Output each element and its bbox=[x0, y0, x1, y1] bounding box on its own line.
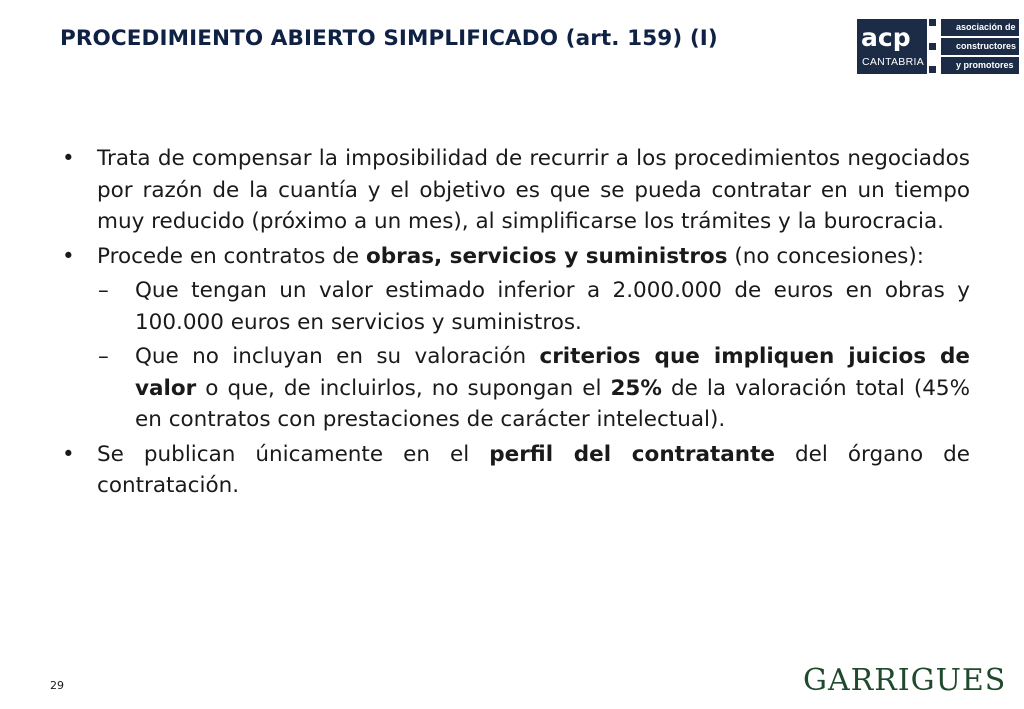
logo-main-block bbox=[857, 19, 927, 74]
logo-square bbox=[929, 43, 936, 50]
sub-bullet-text: Que tengan un valor estimado inferior a 2.000.000 de euros en obras y 100.000 euros en servicios y suministros. bbox=[135, 278, 970, 335]
logo-square bbox=[929, 19, 936, 26]
bullet-marker: • bbox=[62, 243, 75, 269]
bold-text: obras, servicios y suministros bbox=[365, 243, 728, 269]
logo-acp-text: acp bbox=[861, 23, 911, 52]
bullet-marker: • bbox=[62, 441, 75, 467]
garrigues-logo: GARRIGUES bbox=[803, 663, 1007, 698]
bullet-text: del órgano de contratación. bbox=[97, 441, 971, 498]
logo-city-text: CANTABRIA bbox=[862, 56, 925, 68]
sub-bullet-text: de la valoración total (45% en contratos con prestaciones de carácter intelectual). bbox=[135, 375, 970, 432]
dash-marker: – bbox=[98, 344, 109, 369]
bold-text: 25% bbox=[610, 375, 662, 401]
logo-squares bbox=[929, 19, 939, 74]
logo-square bbox=[929, 66, 936, 73]
bullet-text: Procede en contratos de bbox=[97, 243, 366, 269]
bullet-item bbox=[62, 439, 970, 502]
bold-text: perfil del contratante bbox=[489, 441, 775, 467]
logo-line-2: constructores bbox=[941, 38, 1019, 55]
acp-cantabria-logo bbox=[857, 19, 1019, 74]
bullet-marker: • bbox=[62, 146, 75, 171]
bullet-text: Trata de compensar la imposibilidad de recurrir a los procedimientos negociados por razón de la cuantía y el objetivo es que se pueda contratar en un tiempo muy reducido (próximo a un mes), al simplificarse los trámites y la burocracia. bbox=[97, 146, 970, 234]
bullet-item bbox=[62, 143, 970, 238]
sub-bullet-text: Que no incluyan en su valoración bbox=[135, 344, 540, 369]
logo-line-1: asociación de bbox=[941, 19, 1019, 36]
bullet-text: Se publican únicamente en el bbox=[97, 441, 490, 467]
slide-title: PROCEDIMIENTO ABIERTO SIMPLIFICADO (art. 159) (I) bbox=[60, 26, 718, 51]
page-number: 29 bbox=[50, 679, 64, 692]
sub-bullet-text: o que, de incluirlos, no supongan el bbox=[196, 375, 611, 401]
bullet-item bbox=[62, 241, 970, 273]
slide-body bbox=[62, 143, 970, 502]
bullet-text: (no concesiones): bbox=[727, 243, 925, 269]
logo-text-bars bbox=[941, 19, 1019, 74]
bold-text: criterios que impliquen juicios de valor bbox=[135, 344, 970, 401]
dash-marker: – bbox=[98, 278, 109, 303]
sub-bullet-item bbox=[62, 275, 970, 338]
logo-line-3: y promotores bbox=[941, 57, 1019, 74]
sub-bullet-item bbox=[62, 341, 970, 436]
